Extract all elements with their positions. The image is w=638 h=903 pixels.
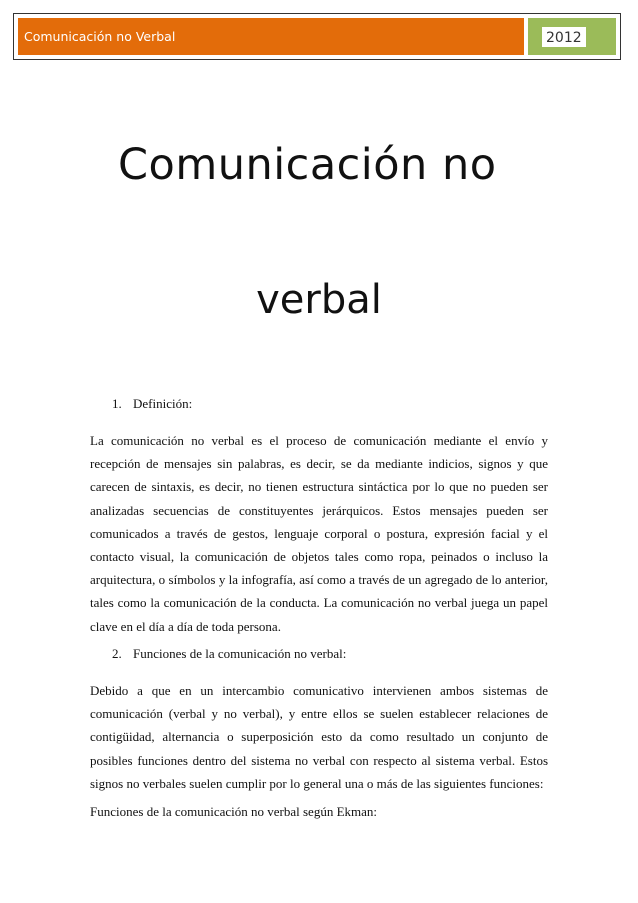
page-header [18,18,616,55]
section-heading-definicion [112,396,192,412]
paragraph-definicion: La comunicación no verbal es el proceso de comunicación mediante el envío y recepción de mensajes sin palabras, es decir, se da mediante indicios, signos y que carecen de sintaxis, es decir, no tienen estructura sintáctica por lo que no pueden ser analizadas secuencias de constituyentes jerárquicos. Estos mensajes pueden ser comunicados a través de gestos, lenguaje corporal o postura, expresión facial y el contacto visual, la comunicación de objetos tales como ropa, peinados o incluso la arquitectura, o símbolos y la infografía, así como a través de un agregado de lo anterior, tales como la comunicación de la conducta. La comunicación no verbal juega un papel clave en el día a día de toda persona. [90,433,548,634]
header-year: 2012 [542,27,586,47]
section-heading-text: Funciones de la comunicación no verbal: [133,646,347,661]
section-number: 1. [112,396,122,411]
paragraph-funciones: Debido a que en un intercambio comunicativo intervienen ambos sistemas de comunicación (verbal y no verbal), y entre ellos se suelen establecer relaciones de contigüidad, alternancia o superposición esto da como resultado un conjunto de posibles funciones dentro del sistema no verbal con respecto al sistema verbal. Estos signos no verbales suelen cumplir por lo general una o más de las siguientes funciones: [90,683,548,791]
header-year-box [528,18,616,55]
header-title: Comunicación no Verbal [18,18,524,55]
closing-line: Funciones de la comunicación no verbal según Ekman: [90,804,378,819]
section-number: 2. [112,646,122,661]
document-title-line2: verbal [256,277,382,323]
section-heading-funciones [112,646,346,662]
section-heading-text: Definición: [133,396,193,411]
document-title-line1: Comunicación no [118,140,497,190]
